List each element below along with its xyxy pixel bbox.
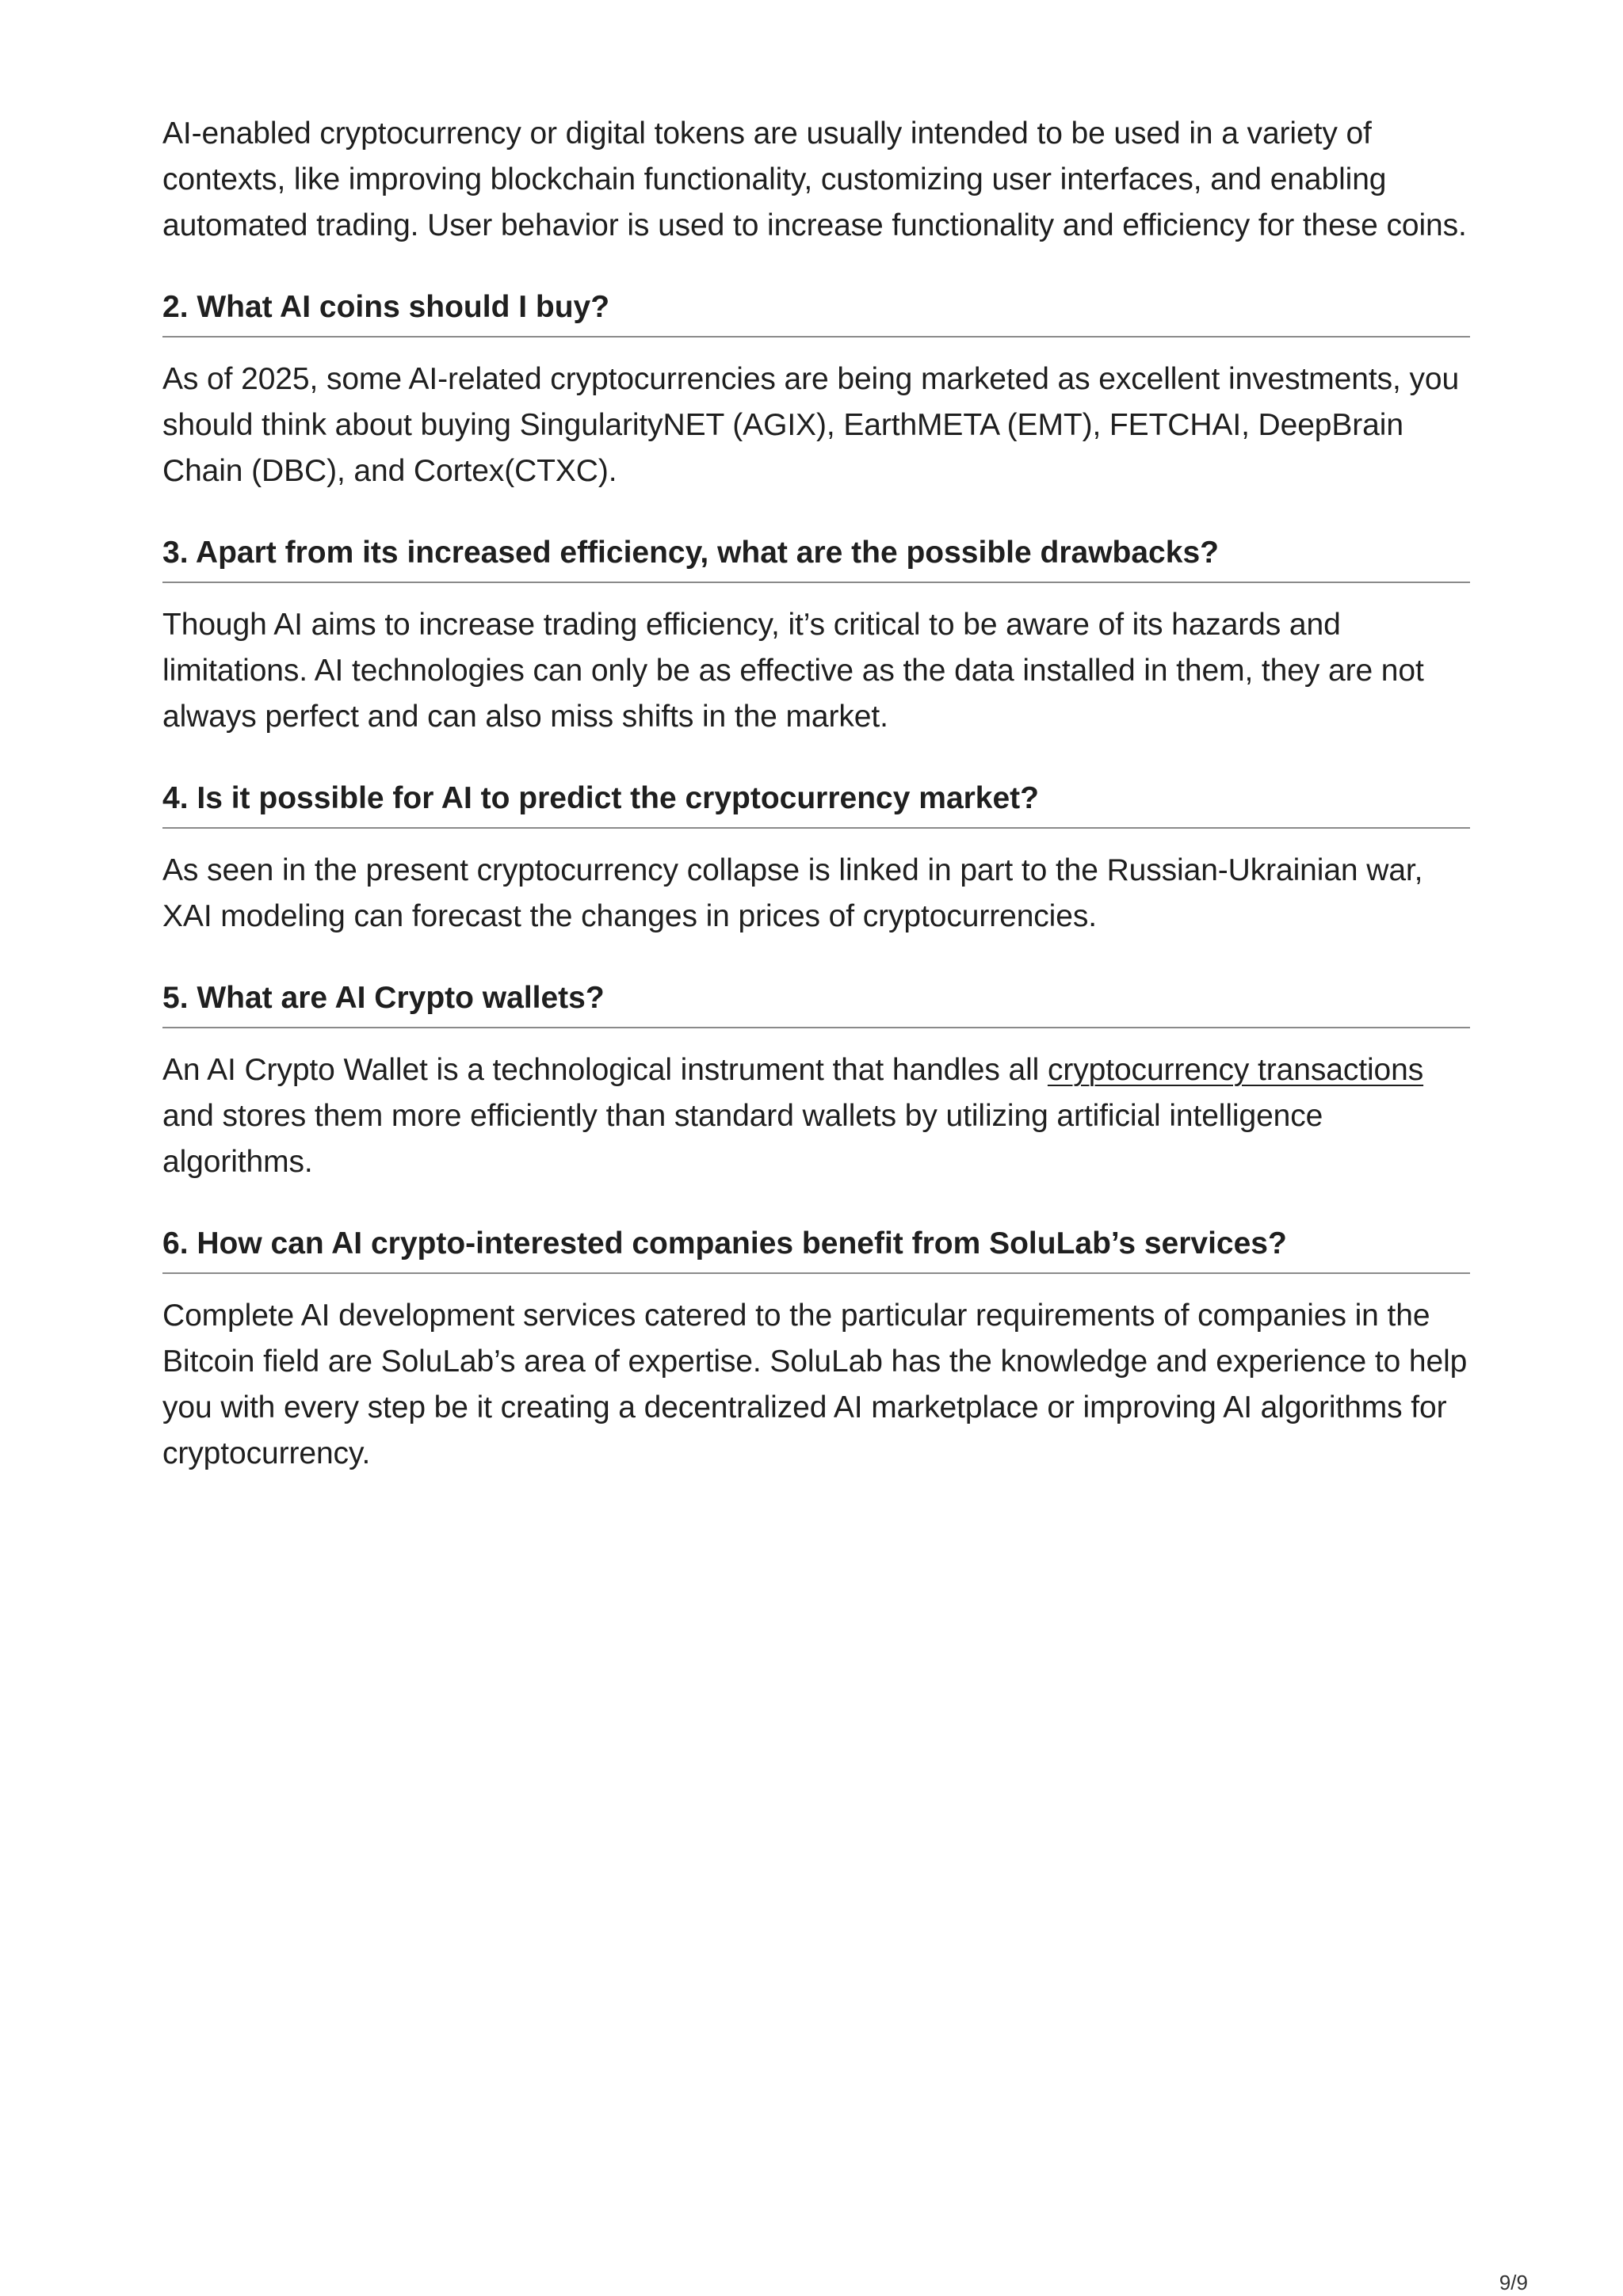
faq-question-4: 4. Is it possible for AI to predict the cryptocurrency market?: [162, 778, 1470, 829]
faq-answer-5-text-before: An AI Crypto Wallet is a technological instrument that handles all: [162, 1053, 1048, 1087]
faq-question-6: 6. How can AI crypto-interested companies benefit from SoluLab’s services?: [162, 1223, 1470, 1274]
faq-item-5: [162, 978, 1470, 1185]
faq-item-6: [162, 1223, 1470, 1477]
faq-answer-6: Complete AI development services catered to the particular requirements of companies in the Bitcoin field are SoluLab’s area of expertise. SoluLab has the knowledge and experience to help you with every step be it creating a decentralized AI marketplace or improving AI algorithms for cryptocurrency.: [162, 1299, 1468, 1470]
cryptocurrency-transactions-link[interactable]: cryptocurrency transactions: [1047, 1053, 1424, 1087]
faq-answer-4: As seen in the present cryptocurrency collapse is linked in part to the Russian-Ukrainian war, XAI modeling can forecast the changes in prices of cryptocurrencies.: [162, 853, 1423, 933]
page-number: 9/9: [1499, 2271, 1528, 2294]
intro-paragraph: AI-enabled cryptocurrency or digital tokens are usually intended to be used in a variety of contexts, like improving blockchain functionality, customizing user interfaces, and enabling automated trading. User behavior is used to increase functionality and efficiency for these coins.: [162, 116, 1467, 242]
faq-question-5: 5. What are AI Crypto wallets?: [162, 978, 1470, 1028]
faq-answer-5: [162, 1047, 1470, 1185]
faq-question-2: 2. What AI coins should I buy?: [162, 287, 1470, 338]
faq-answer-3: Though AI aims to increase trading efficiency, it’s critical to be aware of its hazards and limitations. AI technologies can only be as effective as the data installed in them, they are not always perfect and can also miss shifts in the market.: [162, 608, 1424, 734]
faq-answer-2: As of 2025, some AI-related cryptocurrencies are being marketed as excellent investments, you should think about buying SingularityNET (AGIX), EarthMETA (EMT), FETCHAI, DeepBrain Chain (DBC), and Cortex(CTXC).: [162, 362, 1460, 488]
faq-question-3: 3. Apart from its increased efficiency, what are the possible drawbacks?: [162, 532, 1470, 583]
faq-item-3: [162, 532, 1470, 740]
document-page: [162, 111, 1470, 1477]
faq-item-4: [162, 778, 1470, 940]
faq-item-2: [162, 287, 1470, 494]
faq-answer-5-text-after: and stores them more efficiently than standard wallets by utilizing artificial intelligence algorithms.: [162, 1099, 1323, 1179]
